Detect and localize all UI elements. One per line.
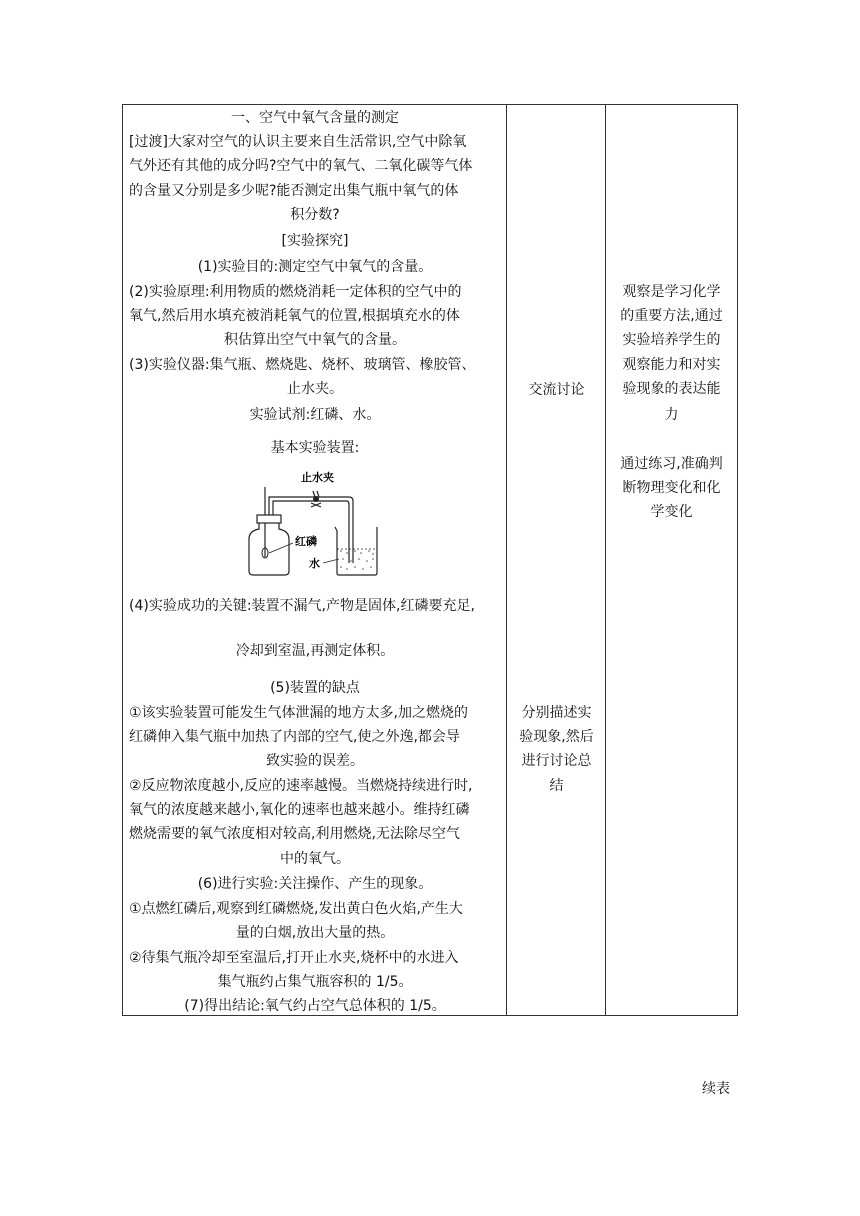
clamp-icon — [313, 496, 319, 502]
observation-line: ①点燃红磷后,观察到红磷燃烧,发出黄白色火焰,产生大 — [129, 901, 463, 917]
observation-line: 集气瓶约占集气瓶容积的 1/5。 — [217, 974, 413, 990]
glass-tube — [273, 501, 349, 563]
transition-line: [过渡]大家对空气的认识主要来自生活常识,空气中除氧 — [129, 134, 467, 150]
defect-line: 中的氧气。 — [280, 851, 350, 867]
design-intent-line: 断物理变化和化 — [622, 480, 721, 496]
instruments-line: 止水夹。 — [287, 381, 343, 397]
defect-line: 燃烧需要的氧气浓度相对较高,利用燃烧,无法除尽空气 — [129, 826, 460, 842]
apparatus-figure — [241, 467, 381, 577]
principle-line: 氧气,然后用水填充被消耗氧气的位置,根据填充水的体 — [129, 308, 460, 324]
apparatus-heading: 基本实验装置: — [270, 440, 360, 456]
transition-line: 积分数? — [290, 207, 340, 223]
design-intent-line: 学变化 — [650, 504, 693, 520]
student-activity-line: 进行讨论总 — [521, 753, 592, 769]
defect-line: ②反应物浓度越小,反应的速率越慢。当燃烧持续进行时, — [129, 778, 473, 794]
gas-bottle — [249, 523, 289, 575]
defect-line: 红磷伸入集气瓶中加热了内部的空气,使之外逸,都会导 — [129, 729, 460, 745]
transition-line: 的含量又分别是多少呢?能否测定出集气瓶中氧气的体 — [129, 183, 459, 199]
student-activity-line: 验现象,然后 — [519, 729, 594, 745]
lesson-table — [122, 104, 738, 1016]
defect-line: ①该实验装置可能发生气体泄漏的地方太多,加之燃烧的 — [129, 705, 468, 721]
phosphorus-label: 红磷 — [295, 535, 317, 548]
student-activity-discuss: 交流讨论 — [528, 382, 585, 398]
design-intent-line: 的重要方法,通过 — [620, 308, 723, 324]
water-dots — [340, 550, 374, 570]
defect-line: 氧气的浓度越来越小,氧化的速率也越来越小。维持红磷 — [129, 802, 470, 818]
reagents-line: 实验试剂:红磷、水。 — [249, 407, 381, 423]
transition-line: 气外还有其他的成分吗?空气中的氧气、二氧化碳等气体 — [129, 158, 473, 174]
defects-heading: (5)装置的缺点 — [270, 680, 360, 696]
design-intent-line: 通过练习,准确判 — [620, 456, 723, 472]
student-activity-line: 分别描述实 — [521, 705, 592, 721]
design-intent-line: 观察是学习化学 — [622, 284, 721, 300]
observation-line: ②待集气瓶冷却至室温后,打开止水夹,烧杯中的水进入 — [129, 950, 459, 966]
key-line: (4)实验成功的关键:装置不漏气,产物是固体,红磷要充足, — [129, 598, 475, 614]
section-title: 一、空气中氧气含量的测定 — [231, 110, 399, 126]
water-label: 水 — [309, 557, 320, 570]
conduct-heading: (6)进行实验:关注操作、产生的现象。 — [197, 876, 433, 892]
instruments-line: (3)实验仪器:集气瓶、燃烧匙、烧杯、玻璃管、橡胶管、 — [129, 357, 476, 373]
key-line: 冷却到室温,再测定体积。 — [235, 643, 395, 659]
design-intent-line: 验现象的表达能 — [622, 381, 721, 397]
student-activity-line: 结 — [549, 778, 564, 794]
observation-line: 量的白烟,放出大量的热。 — [235, 925, 395, 941]
teaching-process-cell — [123, 105, 507, 1015]
explore-heading: [实验探究] — [281, 233, 349, 249]
purpose-line: (1)实验目的:测定空气中氧气的含量。 — [197, 259, 433, 275]
continued-label: 续表 — [702, 1081, 730, 1097]
defect-line: 致实验的误差。 — [266, 753, 364, 769]
column-divider — [605, 105, 606, 1015]
clamp-label: 止水夹 — [301, 471, 334, 484]
conclusion-line: (7)得出结论:氧气约占空气总体积的 1/5。 — [184, 998, 446, 1014]
stopper — [257, 515, 281, 523]
principle-line: 积估算出空气中氧气的含量。 — [224, 332, 406, 348]
design-intent-line: 观察能力和对实 — [622, 357, 721, 373]
design-intent-line: 实验培养学生的 — [622, 332, 721, 348]
principle-line: (2)实验原理:利用物质的燃烧消耗一定体积的空气中的 — [129, 284, 462, 300]
design-intent-line: 力 — [664, 407, 679, 423]
